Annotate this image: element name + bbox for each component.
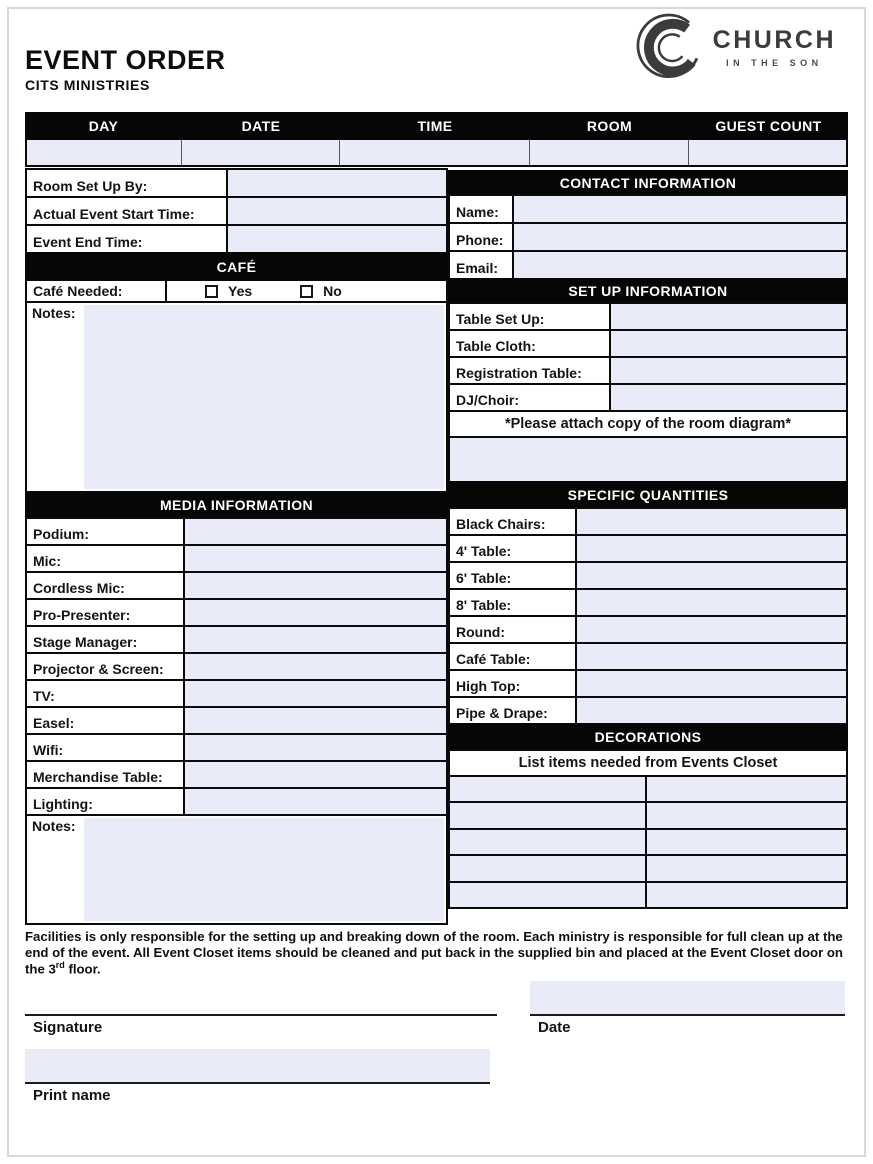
media-field-row xyxy=(25,787,448,816)
column-header: ROOM xyxy=(530,112,689,140)
quantity-field-row xyxy=(448,669,848,698)
signature-label: Signature xyxy=(33,1019,103,1037)
field-input[interactable] xyxy=(577,617,846,642)
field-input[interactable] xyxy=(577,536,846,561)
event-summary-table xyxy=(25,112,848,167)
field-label: Black Chairs: xyxy=(450,509,577,534)
church-logo-c-icon xyxy=(635,12,705,84)
event-table-input[interactable] xyxy=(530,140,689,165)
field-label: 6' Table: xyxy=(450,563,577,588)
field-label: Stage Manager: xyxy=(27,627,185,652)
quantity-field-row xyxy=(448,507,848,536)
form-field-row xyxy=(25,196,448,226)
event-table-input[interactable] xyxy=(340,140,530,165)
field-label: 8' Table: xyxy=(450,590,577,615)
field-label: Café Table: xyxy=(450,644,577,669)
field-input[interactable] xyxy=(611,331,846,356)
field-label: Wifi: xyxy=(27,735,185,760)
decorations-item-input[interactable] xyxy=(450,856,647,880)
specific-quantities-header: SPECIFIC QUANTITIES xyxy=(448,481,848,509)
field-input[interactable] xyxy=(185,708,446,733)
cafe-notes-input[interactable] xyxy=(84,305,444,489)
form-field-row xyxy=(25,224,448,254)
quantity-field-row xyxy=(448,561,848,590)
decorations-row xyxy=(448,828,848,856)
media-field-row xyxy=(25,706,448,735)
field-label: Phone: xyxy=(450,224,514,250)
contact-field-row xyxy=(448,222,848,252)
print-name-label: Print name xyxy=(33,1087,111,1105)
field-input[interactable] xyxy=(514,196,846,222)
decorations-row xyxy=(448,854,848,882)
media-field-row xyxy=(25,679,448,708)
quantity-field-row xyxy=(448,534,848,563)
media-field-row xyxy=(25,733,448,762)
field-label: TV: xyxy=(27,681,185,706)
logo-name: CHURCH xyxy=(712,26,836,54)
field-input[interactable] xyxy=(577,698,846,723)
field-input[interactable] xyxy=(185,735,446,760)
field-input[interactable] xyxy=(185,600,446,625)
field-input[interactable] xyxy=(514,224,846,250)
print-name-input[interactable] xyxy=(25,1049,490,1082)
media-field-row xyxy=(25,652,448,681)
field-input[interactable] xyxy=(228,226,446,252)
field-input[interactable] xyxy=(577,509,846,534)
set-up-information-header: SET UP INFORMATION xyxy=(448,278,848,304)
setup-field-row xyxy=(448,356,848,385)
cafe-yes-checkbox[interactable] xyxy=(205,285,218,298)
field-label: Room Set Up By: xyxy=(27,170,228,196)
field-label: Cordless Mic: xyxy=(27,573,185,598)
cafe-needed-row xyxy=(25,279,448,303)
field-input[interactable] xyxy=(185,762,446,787)
media-notes-cell xyxy=(25,814,448,925)
media-field-row xyxy=(25,598,448,627)
form-header xyxy=(25,0,848,108)
field-label: Registration Table: xyxy=(450,358,611,383)
media-field-row xyxy=(25,760,448,789)
cafe-needed-label: Café Needed: xyxy=(27,281,167,301)
cafe-notes-cell xyxy=(25,301,448,493)
field-label: Lighting: xyxy=(27,789,185,814)
field-input[interactable] xyxy=(185,519,446,544)
form-field-row xyxy=(25,168,448,198)
event-table-input[interactable] xyxy=(182,140,340,165)
field-label: Merchandise Table: xyxy=(27,762,185,787)
field-label: Pro-Presenter: xyxy=(27,600,185,625)
field-input[interactable] xyxy=(185,681,446,706)
decorations-item-input[interactable] xyxy=(450,777,647,801)
field-input[interactable] xyxy=(185,627,446,652)
media-notes-label: Notes: xyxy=(32,818,76,834)
decorations-row xyxy=(448,801,848,829)
cafe-notes-label: Notes: xyxy=(32,305,76,321)
decorations-item-input[interactable] xyxy=(647,883,846,907)
cafe-section-header: CAFÉ xyxy=(25,252,448,281)
field-label: Table Cloth: xyxy=(450,331,611,356)
setup-field-row xyxy=(448,383,848,412)
field-label: Mic: xyxy=(27,546,185,571)
field-input[interactable] xyxy=(185,573,446,598)
field-label: Name: xyxy=(450,196,514,222)
decorations-item-input[interactable] xyxy=(647,803,846,827)
date-input[interactable] xyxy=(530,981,845,1014)
contact-information-header: CONTACT INFORMATION xyxy=(448,170,848,196)
date-label: Date xyxy=(538,1019,571,1037)
decorations-item-input[interactable] xyxy=(450,883,647,907)
field-label: Projector & Screen: xyxy=(27,654,185,679)
field-input[interactable] xyxy=(228,170,446,196)
cafe-no-label: No xyxy=(323,283,342,299)
field-input[interactable] xyxy=(185,546,446,571)
decorations-item-input[interactable] xyxy=(647,856,846,880)
event-table-input[interactable] xyxy=(689,140,846,165)
field-label: Podium: xyxy=(27,519,185,544)
decorations-item-input[interactable] xyxy=(450,830,647,854)
decorations-item-input[interactable] xyxy=(450,803,647,827)
room-diagram-note: *Please attach copy of the room diagram* xyxy=(448,410,848,438)
field-label: Event End Time: xyxy=(27,226,228,252)
field-input[interactable] xyxy=(611,385,846,410)
field-label: Email: xyxy=(450,252,514,278)
contact-field-row xyxy=(448,250,848,280)
field-label: Easel: xyxy=(27,708,185,733)
field-label: Actual Event Start Time: xyxy=(27,198,228,224)
column-header: DAY xyxy=(25,112,182,140)
field-input[interactable] xyxy=(577,590,846,615)
church-in-the-son-logo xyxy=(635,12,836,84)
column-header: TIME xyxy=(340,112,530,140)
setup-field-row xyxy=(448,302,848,331)
media-notes-input[interactable] xyxy=(84,818,444,921)
decorations-row xyxy=(448,881,848,909)
decorations-row xyxy=(448,775,848,803)
setup-field-row xyxy=(448,329,848,358)
column-header: DATE xyxy=(182,112,340,140)
setup-extra-input[interactable] xyxy=(448,436,848,483)
print-name-line xyxy=(25,1082,490,1084)
field-input[interactable] xyxy=(185,654,446,679)
logo-tagline: IN THE SON xyxy=(726,58,823,68)
media-field-row xyxy=(25,625,448,654)
field-label: Round: xyxy=(450,617,577,642)
field-label: High Top: xyxy=(450,671,577,696)
column-header: GUEST COUNT xyxy=(689,112,848,140)
field-label: 4' Table: xyxy=(450,536,577,561)
page-title: EVENT ORDER xyxy=(25,45,226,75)
field-input[interactable] xyxy=(577,644,846,669)
media-field-row xyxy=(25,571,448,600)
decorations-item-input[interactable] xyxy=(647,830,846,854)
decorations-header: DECORATIONS xyxy=(448,723,848,751)
quantity-field-row xyxy=(448,615,848,644)
field-input[interactable] xyxy=(514,252,846,278)
date-line xyxy=(530,1014,845,1016)
field-label: Table Set Up: xyxy=(450,304,611,329)
page-subtitle: CITS MINISTRIES xyxy=(25,77,150,94)
signature-input[interactable] xyxy=(25,981,497,1014)
media-field-row xyxy=(25,517,448,546)
facilities-disclaimer: Facilities is only responsible for the setting up and breaking down of the room. Each ministry is responsible for full clean up at the end of the event. All Event Closet items should be cleaned and put back in the supplied bin and placed at the Event Closet door on the 3rd floor. xyxy=(25,929,843,977)
event-table-input[interactable] xyxy=(27,140,182,165)
field-input[interactable] xyxy=(228,198,446,224)
quantity-field-row xyxy=(448,642,848,671)
field-input[interactable] xyxy=(611,358,846,383)
field-input[interactable] xyxy=(577,563,846,588)
media-field-row xyxy=(25,544,448,573)
decorations-item-input[interactable] xyxy=(647,777,846,801)
cafe-yes-label: Yes xyxy=(228,283,253,299)
contact-field-row xyxy=(448,194,848,224)
field-input[interactable] xyxy=(611,304,846,329)
quantity-field-row xyxy=(448,588,848,617)
field-input[interactable] xyxy=(577,671,846,696)
cafe-no-checkbox[interactable] xyxy=(300,285,313,298)
quantity-field-row xyxy=(448,696,848,725)
decorations-subheader: List items needed from Events Closet xyxy=(448,749,848,777)
field-label: Pipe & Drape: xyxy=(450,698,577,723)
signature-line xyxy=(25,1014,497,1016)
media-information-header: MEDIA INFORMATION xyxy=(25,491,448,519)
field-label: DJ/Choir: xyxy=(450,385,611,410)
field-input[interactable] xyxy=(185,789,446,814)
